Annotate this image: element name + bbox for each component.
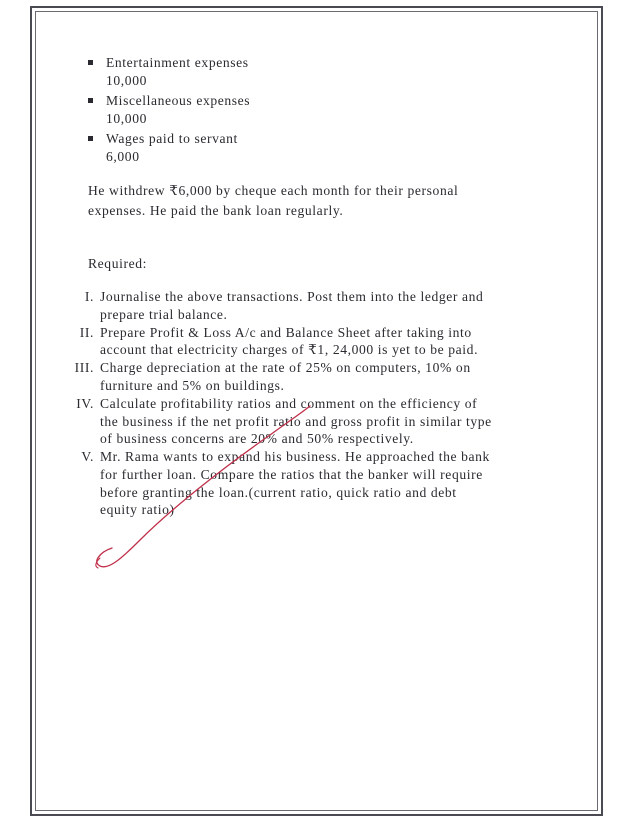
bullet-label: Miscellaneous expenses	[106, 93, 251, 108]
item-number: IV.	[76, 396, 94, 412]
list-item	[88, 92, 488, 128]
square-bullet-icon	[88, 136, 93, 141]
bullet-value: 10,000	[106, 73, 147, 88]
paragraph-line: expenses. He paid the bank loan regularly.	[88, 203, 344, 218]
item-line: Prepare Profit & Loss A/c and Balance Sheet after taking into	[100, 324, 472, 340]
bullet-value: 10,000	[106, 111, 147, 126]
paragraph-line: He withdrew ₹6,000 by cheque each month for their personal	[88, 183, 459, 198]
bullet-label: Entertainment expenses	[106, 55, 249, 70]
item-line: Journalise the above transactions. Post them into the ledger and	[100, 289, 484, 304]
item-line: equity ratio)	[100, 502, 175, 518]
item-number: II.	[79, 324, 94, 340]
item-line: Charge depreciation at the rate of 25% on computers, 10% on	[100, 360, 471, 376]
item-line: of business concerns are 20% and 50% respectively.	[100, 431, 414, 447]
list-item	[56, 395, 556, 448]
square-bullet-icon	[88, 60, 93, 65]
item-line: prepare trial balance.	[100, 306, 228, 322]
item-number: V.	[81, 449, 94, 465]
item-line: account that electricity charges of ₹1, 24,000 is yet to be paid.	[100, 342, 479, 358]
bullet-value: 6,000	[106, 149, 140, 164]
item-line: furniture and 5% on buildings.	[100, 377, 285, 393]
expense-bullet-list	[88, 54, 488, 168]
list-item	[88, 130, 488, 166]
item-line: for further loan. Compare the ratios that the banker will require	[100, 466, 483, 482]
bullet-label: Wages paid to servant	[106, 131, 238, 146]
list-item	[88, 54, 488, 90]
item-line: Calculate profitability ratios and comment on the efficiency of	[100, 396, 478, 412]
item-number: I.	[84, 289, 94, 304]
item-line: the business if the net profit ratio and gross profit in similar type	[100, 413, 492, 429]
item-number: III.	[74, 360, 94, 376]
requirements-list	[56, 288, 556, 519]
list-item	[56, 359, 556, 394]
item-line: before granting the loan.(current ratio, quick ratio and debt	[100, 484, 457, 500]
required-heading: Required:	[88, 256, 148, 271]
square-bullet-icon	[88, 98, 93, 103]
item-line: Mr. Rama wants to expand his business. He approached the bank	[100, 449, 490, 465]
withdrawal-paragraph	[88, 181, 558, 221]
list-item	[56, 448, 556, 518]
list-item	[56, 324, 556, 359]
list-item	[56, 288, 556, 323]
